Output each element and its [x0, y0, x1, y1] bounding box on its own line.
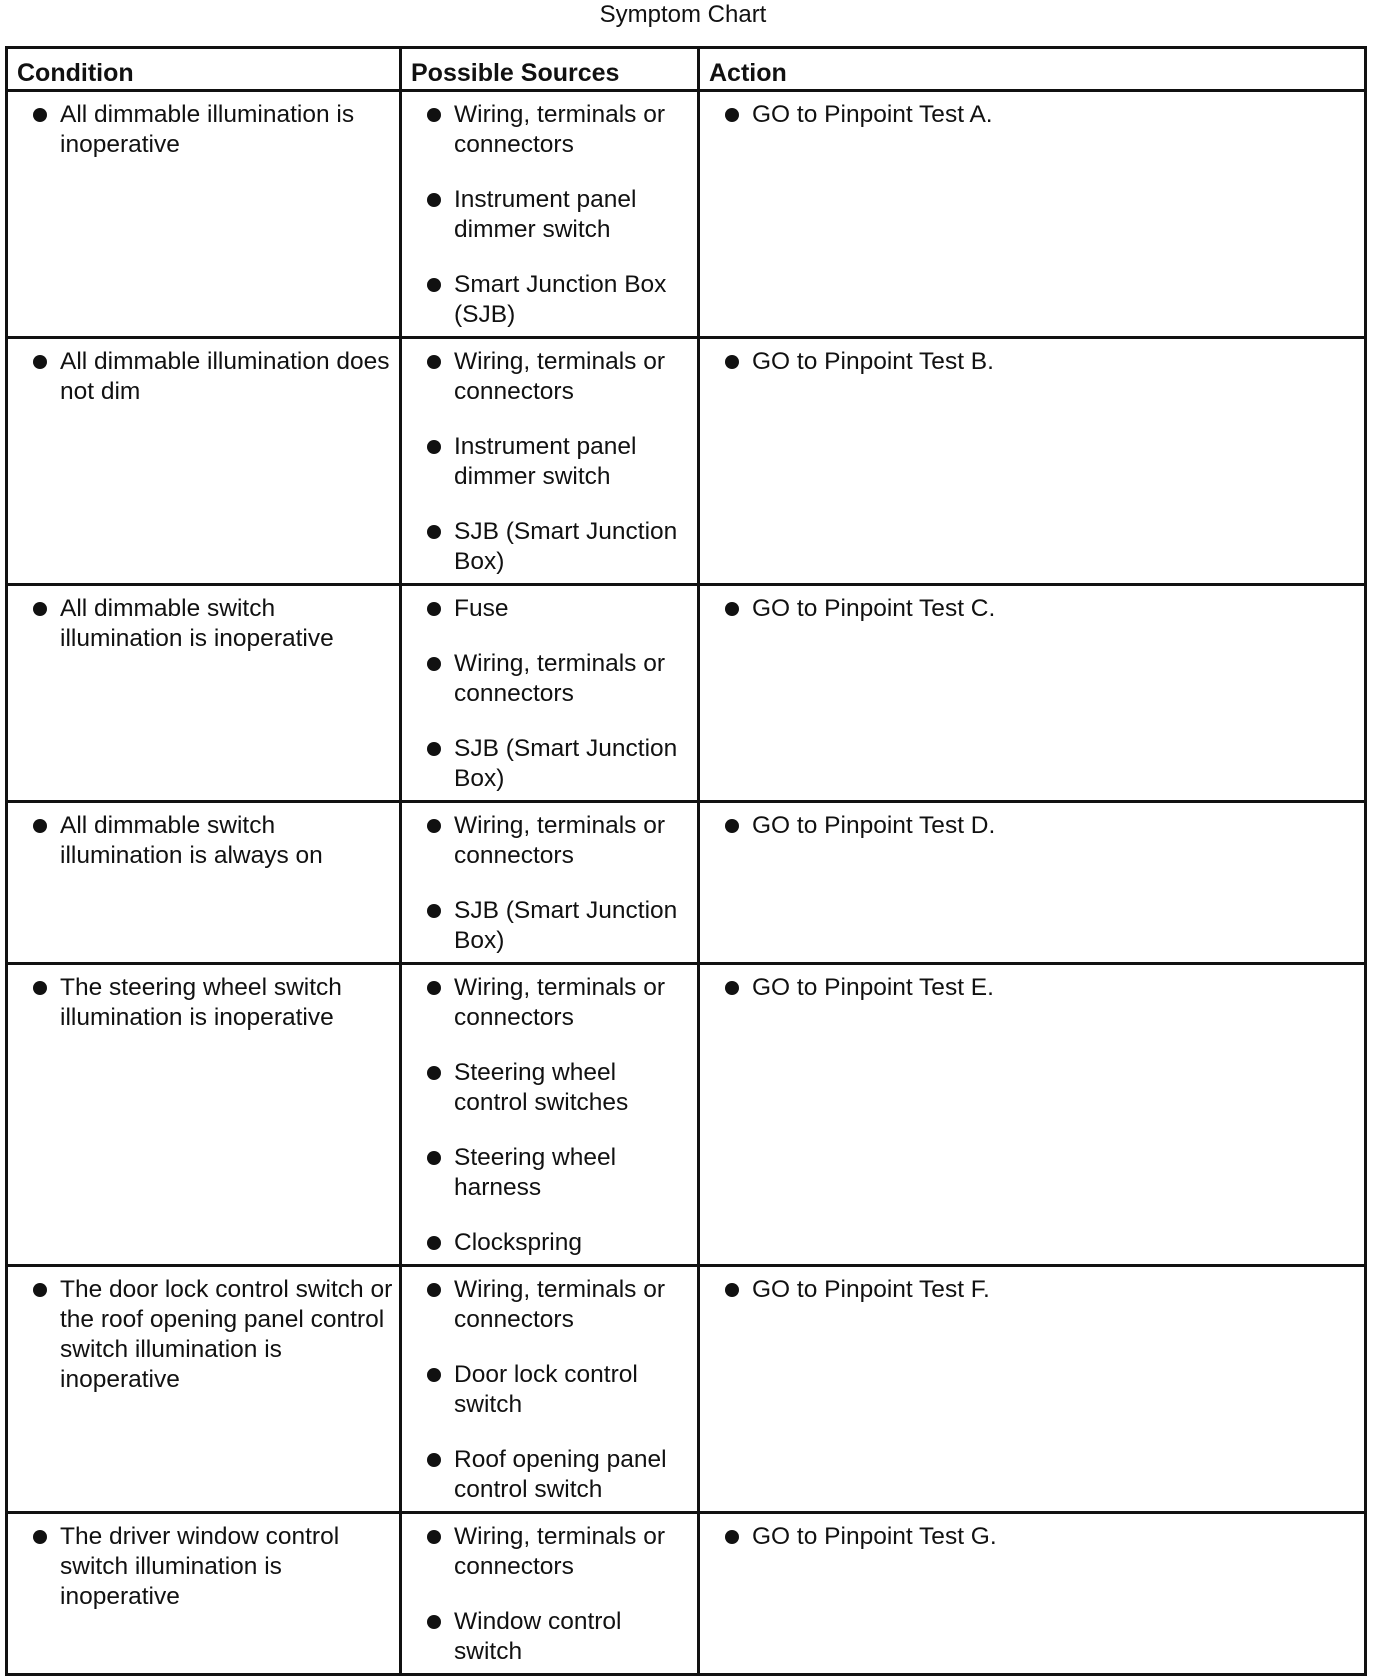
bullet-icon [427, 1453, 441, 1467]
list-item-text: Instrument panel dimmer switch [454, 433, 637, 490]
bullet-icon [427, 819, 441, 833]
list-item [720, 347, 1358, 377]
possible-sources-cell [401, 1266, 699, 1513]
list-item [720, 594, 1358, 624]
list-item [720, 1275, 1358, 1305]
bullet-icon [725, 108, 739, 122]
list-item-text: Instrument panel dimmer switch [454, 186, 637, 243]
action-cell-list [720, 100, 1358, 130]
action-cell-list [720, 347, 1358, 377]
possible-sources-cell [401, 964, 699, 1266]
list-item [28, 811, 393, 871]
list-item-text: Steering wheel control switches [454, 1059, 629, 1116]
list-item [422, 1607, 691, 1667]
list-item-text: The driver window control switch illumination is inoperative [60, 1523, 340, 1610]
possible-sources-cell [401, 585, 699, 802]
condition-cell [7, 585, 401, 802]
bullet-icon [427, 1283, 441, 1297]
list-item-text: The door lock control switch or the roof opening panel control switch illumination is inoperative [60, 1276, 393, 1393]
list-item [28, 1522, 393, 1612]
list-item-text: SJB (Smart Junction Box) [454, 897, 678, 954]
action-cell-list [720, 973, 1358, 1003]
list-item [28, 100, 393, 160]
bullet-icon [33, 602, 47, 616]
table-row [7, 802, 1366, 964]
list-item-text: GO to Pinpoint Test B. [752, 348, 994, 375]
list-item [28, 973, 393, 1033]
action-cell [699, 91, 1366, 338]
list-item-text: Steering wheel harness [454, 1144, 617, 1201]
list-item [422, 1522, 691, 1582]
list-item [422, 1275, 691, 1335]
condition-cell [7, 964, 401, 1266]
condition-cell [7, 338, 401, 585]
header-row [7, 48, 1366, 91]
bullet-icon [33, 355, 47, 369]
table-row [7, 1266, 1366, 1513]
condition-cell-list [28, 347, 393, 407]
possible-sources-cell [401, 802, 699, 964]
bullet-icon [725, 981, 739, 995]
action-cell-list [720, 1522, 1358, 1552]
action-cell-list [720, 1275, 1358, 1305]
list-item [422, 1143, 691, 1203]
action-cell [699, 1513, 1366, 1675]
condition-cell-list [28, 973, 393, 1033]
bullet-icon [33, 819, 47, 833]
list-item [720, 100, 1358, 130]
bullet-icon [427, 1615, 441, 1629]
bullet-icon [427, 108, 441, 122]
bullet-icon [427, 355, 441, 369]
possible-sources-cell-list [422, 1522, 691, 1667]
action-cell-list [720, 811, 1358, 841]
bullet-icon [427, 1530, 441, 1544]
list-item-text: Wiring, terminals or connectors [454, 974, 666, 1031]
list-item [422, 973, 691, 1033]
list-item [422, 896, 691, 956]
possible-sources-cell-list [422, 811, 691, 956]
bullet-icon [427, 525, 441, 539]
condition-cell-list [28, 1275, 393, 1395]
condition-cell-list [28, 811, 393, 871]
list-item-text: Fuse [454, 595, 509, 622]
action-cell [699, 585, 1366, 802]
action-cell [699, 338, 1366, 585]
condition-cell-list [28, 100, 393, 160]
list-item-text: Wiring, terminals or connectors [454, 348, 666, 405]
list-item [422, 649, 691, 709]
list-item [422, 1058, 691, 1118]
bullet-icon [427, 278, 441, 292]
bullet-icon [427, 981, 441, 995]
table-row [7, 91, 1366, 338]
list-item-text: Wiring, terminals or connectors [454, 650, 666, 707]
bullet-icon [725, 1530, 739, 1544]
condition-cell [7, 1266, 401, 1513]
bullet-icon [33, 108, 47, 122]
list-item-text: All dimmable illumination is inoperative [60, 101, 355, 158]
list-item-text: SJB (Smart Junction Box) [454, 518, 678, 575]
condition-cell [7, 802, 401, 964]
bullet-icon [427, 440, 441, 454]
condition-cell [7, 91, 401, 338]
list-item [422, 432, 691, 492]
list-item [422, 811, 691, 871]
list-item-text: All dimmable switch illumination is inoperative [60, 595, 334, 652]
table-row [7, 338, 1366, 585]
list-item-text: All dimmable illumination does not dim [60, 348, 390, 405]
header-condition: Condition [7, 48, 401, 91]
list-item [28, 1275, 393, 1395]
list-item [28, 347, 393, 407]
list-item-text: The steering wheel switch illumination is inoperative [60, 974, 342, 1031]
list-item [422, 517, 691, 577]
list-item [28, 594, 393, 654]
possible-sources-cell-list [422, 100, 691, 330]
list-item-text: GO to Pinpoint Test G. [752, 1523, 997, 1550]
list-item-text: Wiring, terminals or connectors [454, 101, 666, 158]
list-item [422, 1228, 691, 1258]
list-item-text: Wiring, terminals or connectors [454, 1276, 666, 1333]
list-item-text: All dimmable switch illumination is always on [60, 812, 323, 869]
list-item [422, 1445, 691, 1505]
list-item-text: SJB (Smart Junction Box) [454, 735, 678, 792]
bullet-icon [33, 1530, 47, 1544]
possible-sources-cell-list [422, 1275, 691, 1505]
action-cell [699, 802, 1366, 964]
bullet-icon [725, 355, 739, 369]
list-item [422, 347, 691, 407]
bullet-icon [427, 1151, 441, 1165]
list-item-text: Roof opening panel control switch [454, 1446, 667, 1503]
list-item-text: Clockspring [454, 1229, 582, 1256]
possible-sources-cell [401, 91, 699, 338]
list-item-text: GO to Pinpoint Test D. [752, 812, 996, 839]
list-item-text: Wiring, terminals or connectors [454, 812, 666, 869]
bullet-icon [33, 1283, 47, 1297]
list-item [422, 185, 691, 245]
list-item [720, 1522, 1358, 1552]
possible-sources-cell-list [422, 973, 691, 1258]
list-item-text: Door lock control switch [454, 1361, 638, 1418]
chart-title: Symptom Chart [599, 1, 767, 28]
list-item [422, 1360, 691, 1420]
list-item-text: GO to Pinpoint Test A. [752, 101, 993, 128]
header-possible-sources: Possible Sources [401, 48, 699, 91]
action-cell [699, 1266, 1366, 1513]
bullet-icon [725, 1283, 739, 1297]
action-cell-list [720, 594, 1358, 624]
bullet-icon [427, 602, 441, 616]
possible-sources-cell [401, 1513, 699, 1675]
bullet-icon [725, 602, 739, 616]
list-item-text: GO to Pinpoint Test E. [752, 974, 994, 1001]
bullet-icon [427, 657, 441, 671]
list-item-text: GO to Pinpoint Test C. [752, 595, 996, 622]
list-item [422, 734, 691, 794]
possible-sources-cell [401, 338, 699, 585]
table-row [7, 585, 1366, 802]
header-action: Action [699, 48, 1366, 91]
list-item [422, 270, 691, 330]
list-item [422, 100, 691, 160]
bullet-icon [725, 819, 739, 833]
bullet-icon [427, 742, 441, 756]
condition-cell [7, 1513, 401, 1675]
list-item [720, 811, 1358, 841]
action-cell [699, 964, 1366, 1266]
list-item-text: Smart Junction Box (SJB) [454, 271, 667, 328]
bullet-icon [427, 904, 441, 918]
bullet-icon [427, 193, 441, 207]
possible-sources-cell-list [422, 347, 691, 577]
table-row [7, 964, 1366, 1266]
possible-sources-cell-list [422, 594, 691, 794]
table-row [7, 1513, 1366, 1675]
list-item [720, 973, 1358, 1003]
condition-cell-list [28, 1522, 393, 1612]
bullet-icon [33, 981, 47, 995]
list-item-text: Wiring, terminals or connectors [454, 1523, 666, 1580]
bullet-icon [427, 1368, 441, 1382]
condition-cell-list [28, 594, 393, 654]
list-item [422, 594, 691, 624]
list-item-text: GO to Pinpoint Test F. [752, 1276, 990, 1303]
bullet-icon [427, 1066, 441, 1080]
list-item-text: Window control switch [454, 1608, 622, 1665]
bullet-icon [427, 1236, 441, 1250]
symptom-table [5, 46, 1367, 1676]
